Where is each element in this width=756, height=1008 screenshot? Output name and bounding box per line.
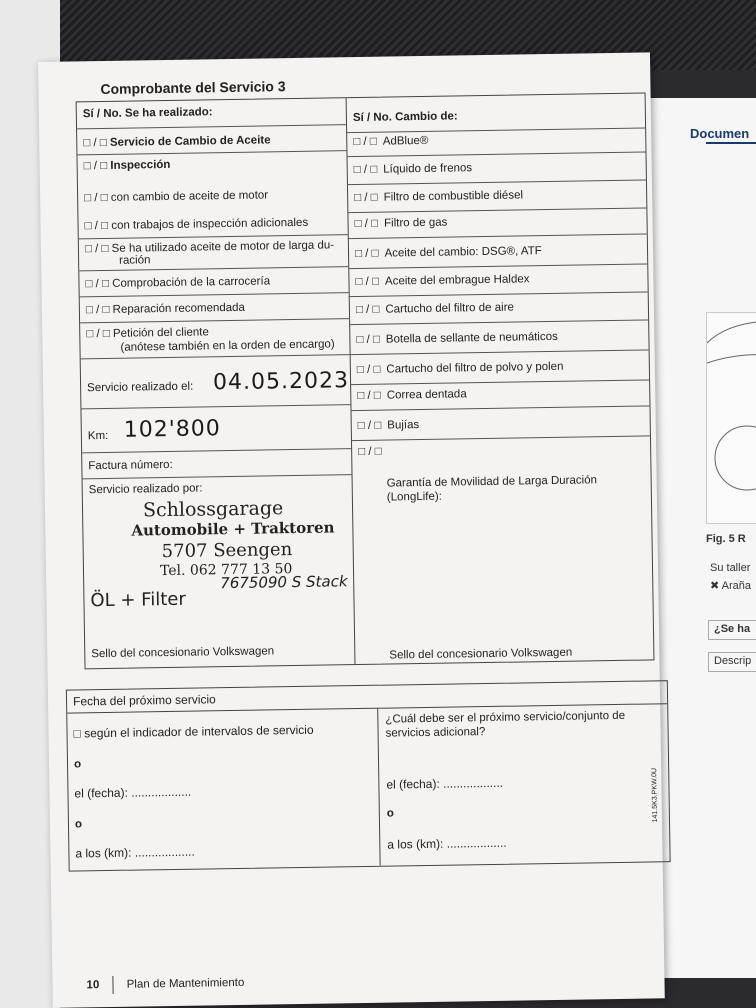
- side-line-2: ✖ Araña: [710, 580, 752, 592]
- left-item-longlife-oil: [85, 239, 334, 255]
- left-item-label: con cambio de aceite de motor: [110, 189, 269, 204]
- divider: [349, 319, 648, 325]
- left-item-longlife-oil-cont: ración: [119, 254, 151, 267]
- dealer-seal-right: Sello del concesionario Volkswagen: [389, 646, 573, 662]
- handwritten-note: ÖL + Filter: [90, 588, 186, 612]
- next-km-right[interactable]: a los (km): ..................: [387, 835, 507, 852]
- checkbox-label[interactable]: □ / □: [357, 419, 382, 433]
- footer-separator: [112, 976, 113, 994]
- page-number: 10: [86, 979, 100, 992]
- service-date-value: 04.05.2023: [212, 368, 350, 396]
- next-date-right[interactable]: el (fecha): ..................: [386, 775, 504, 792]
- right-item-label: Aceite del embrague Haldex: [384, 273, 530, 288]
- or-label: o: [73, 758, 82, 771]
- right-item: [356, 302, 514, 316]
- right-item: [354, 162, 473, 176]
- mobility-label: Garantía de Movilidad de Larga Duración: [386, 474, 598, 490]
- right-item-label: Aceite del cambio: DSG®, ATF: [384, 245, 542, 260]
- service-date-label: Servicio realizado el:: [87, 380, 194, 395]
- checkbox-label[interactable]: □ / □: [84, 191, 108, 205]
- right-item-label: Bujías: [387, 419, 420, 432]
- page-title: Comprobante del Servicio 3: [100, 78, 286, 98]
- right-item: [358, 419, 420, 432]
- divider: [350, 349, 649, 355]
- right-item-label: AdBlue®: [382, 134, 429, 148]
- performed-by-label: Servicio realizado por:: [88, 482, 203, 497]
- right-item-label: Botella de sellante de neumáticos: [385, 330, 558, 346]
- divider: [349, 291, 648, 297]
- footer-title: Plan de Mantenimiento: [126, 976, 245, 991]
- next-service-indicator-option[interactable]: □ según el indicador de intervalos de servicio: [73, 722, 314, 741]
- next-service-title: Fecha del próximo servicio: [72, 692, 216, 709]
- dealer-seal-left: Sello del concesionario Volkswagen: [91, 645, 275, 661]
- right-item-label: Filtro de combustible diésel: [383, 189, 524, 204]
- left-item-additional: [84, 217, 308, 233]
- divider: [347, 179, 646, 185]
- left-item-oil-change: [83, 134, 270, 149]
- side-line-1: Su taller: [710, 562, 751, 574]
- left-header: Sí / No. Se ha realizado:: [82, 106, 213, 121]
- right-item: [357, 361, 564, 376]
- stamp-line-4: Tel. 062 777 13 50: [159, 561, 293, 580]
- checkbox-label[interactable]: □ / □: [357, 389, 381, 403]
- side-header: Documen: [690, 126, 750, 141]
- right-item-label: Cartucho del filtro de aire: [385, 301, 514, 316]
- divider: [80, 318, 349, 323]
- right-item-label: Filtro de gas: [383, 216, 448, 230]
- divider: [80, 292, 349, 297]
- checkbox-label[interactable]: □ / □: [84, 242, 109, 256]
- next-km-left[interactable]: a los (km): ..................: [75, 844, 195, 861]
- left-item-body-check: [85, 275, 270, 290]
- left-item-label: Reparación recomendada: [112, 301, 246, 316]
- right-item: [354, 189, 523, 204]
- next-question: ¿Cuál debe ser el próximo servicio/conjunto de: [385, 709, 626, 726]
- divider: [348, 263, 647, 269]
- checkbox-label[interactable]: □ / □: [354, 247, 379, 261]
- invoice-label: Factura número:: [88, 458, 173, 473]
- divider: [347, 207, 646, 213]
- left-item-label: Comprobación de la carrocería: [112, 275, 271, 290]
- divider: [79, 234, 348, 239]
- right-item-label: Líquido de frenos: [383, 162, 473, 176]
- next-question-2: servicios adicional?: [385, 726, 486, 740]
- divider: [81, 404, 350, 409]
- right-item: [353, 135, 428, 148]
- side-figure: [706, 312, 756, 524]
- left-header-rule: [77, 124, 346, 129]
- right-item: [354, 217, 447, 230]
- next-date-left[interactable]: el (fecha): ..................: [74, 784, 192, 801]
- next-service-header: [67, 681, 667, 713]
- checkbox-label[interactable]: □ / □: [354, 217, 379, 231]
- left-item-customer-request: [86, 326, 209, 340]
- next-service-box: [66, 680, 671, 871]
- side-fig-label: Fig. 5 R: [706, 533, 746, 545]
- divider: [351, 405, 650, 411]
- divider: [348, 233, 647, 239]
- stamp-line-1: Schlossgarage: [142, 497, 284, 522]
- stamp-line-3: 5707 Seengen: [161, 539, 293, 563]
- left-item-customer-request-cont: (anótese también en la orden de encargo): [120, 338, 335, 354]
- right-item-label: Correa dentada: [386, 388, 467, 402]
- checkbox-label[interactable]: □ / □: [356, 363, 381, 377]
- document-code: 141.5K3.PKW.0U: [651, 767, 660, 823]
- checkbox-label[interactable]: □ / □: [356, 333, 380, 347]
- side-line-4: Descrip: [714, 655, 752, 667]
- empty-checkbox-row[interactable]: □ / □: [358, 445, 382, 459]
- left-item-label: Se ha utilizado aceite de motor de larga du-: [111, 239, 335, 255]
- next-service-divider: [377, 708, 380, 866]
- checkbox-label[interactable]: □ / □: [353, 163, 378, 177]
- mobility-sub: (LongLife):: [386, 490, 442, 504]
- left-item-repair: [86, 302, 245, 316]
- left-item-with-oil: [84, 189, 268, 204]
- left-item-label: Petición del cliente: [112, 326, 209, 340]
- checkbox-label[interactable]: □ / □: [355, 303, 380, 317]
- right-header: Sí / No. Cambio de:: [352, 110, 458, 125]
- or-label-2: o: [74, 818, 83, 831]
- right-header-rule: [346, 127, 645, 133]
- divider: [83, 474, 352, 479]
- divider: [81, 354, 350, 359]
- left-item-label: Inspección: [110, 158, 171, 172]
- service-booklet-page: [38, 52, 665, 1007]
- km-label: Km:: [87, 429, 109, 443]
- handwritten-number: 7675090 S Stack: [220, 572, 348, 593]
- divider: [350, 379, 649, 385]
- checkbox-label[interactable]: □ / □: [354, 191, 378, 205]
- divider: [82, 448, 351, 453]
- divider: [347, 151, 646, 157]
- checkbox-label[interactable]: □ / □: [84, 219, 109, 233]
- left-item-inspection: [84, 159, 171, 172]
- service-table: [76, 92, 655, 669]
- car-illustration-icon: [707, 313, 756, 523]
- checkbox-label[interactable]: □ / □: [83, 136, 107, 150]
- footer: [86, 974, 244, 994]
- left-item-label: Servicio de Cambio de Aceite: [109, 134, 271, 149]
- right-item: [357, 388, 467, 402]
- km-value: 102'800: [123, 416, 222, 443]
- divider: [351, 435, 650, 441]
- right-item: [355, 273, 529, 288]
- checkbox-label[interactable]: □ / □: [85, 303, 110, 317]
- divider: [79, 266, 348, 271]
- checkbox-label[interactable]: □ / □: [86, 327, 110, 341]
- checkbox-label[interactable]: □ / □: [85, 277, 110, 291]
- side-line-3: ¿Se ha: [714, 623, 751, 635]
- left-item-label: con trabajos de inspección adicionales: [111, 216, 309, 232]
- stamp-line-2: Automobile + Traktoren: [131, 518, 335, 540]
- divider: [77, 150, 346, 155]
- right-item-label: Cartucho del filtro de polvo y polen: [386, 360, 564, 376]
- right-item: [356, 331, 558, 346]
- checkbox-label[interactable]: □ / □: [83, 159, 108, 173]
- or-label-3: o: [386, 807, 394, 820]
- checkbox-label[interactable]: □ / □: [355, 275, 380, 289]
- side-header-rule: [706, 142, 756, 144]
- right-item: [355, 245, 542, 260]
- checkbox-label[interactable]: □ / □: [353, 135, 377, 149]
